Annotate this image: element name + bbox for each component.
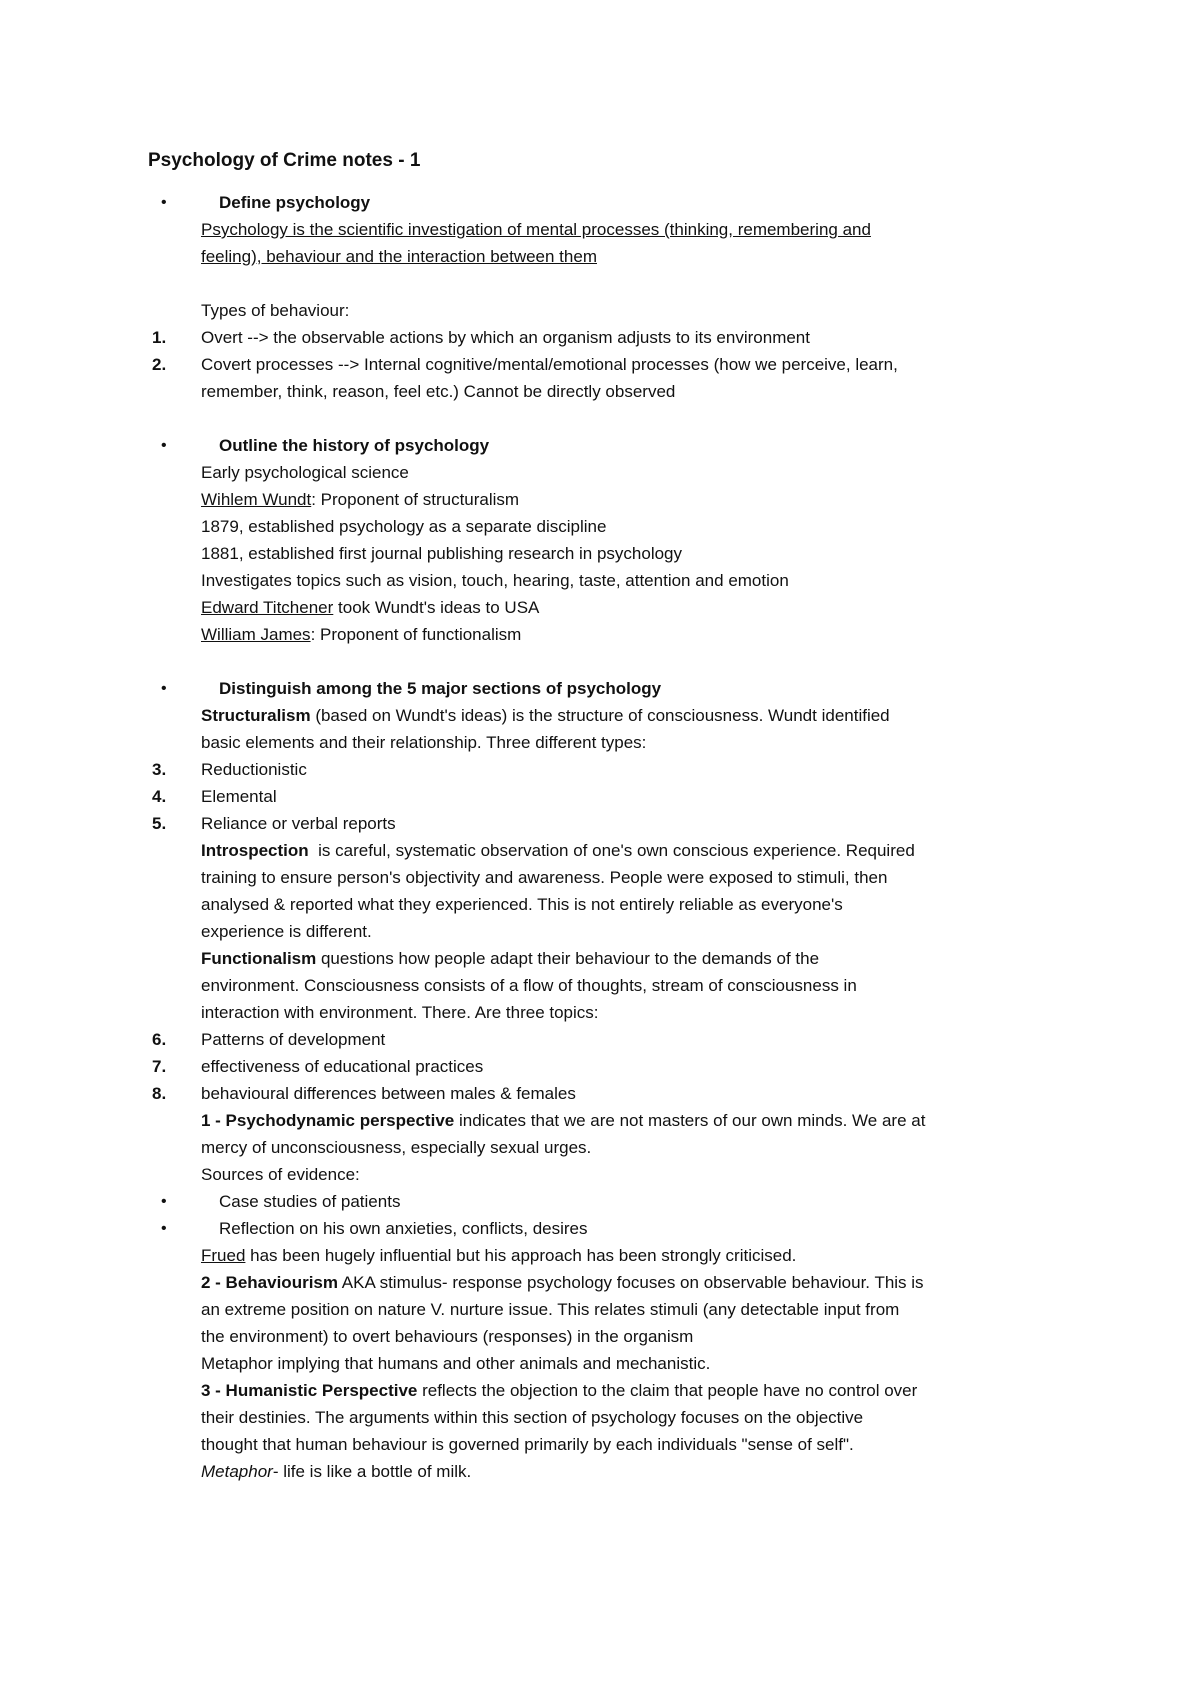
text-line: basic elements and their relationship. Three different types: <box>201 733 647 752</box>
bullet-icon: • <box>161 680 167 697</box>
text-line: Investigates topics such as vision, touch, hearing, taste, attention and emotion <box>201 571 789 590</box>
bullet-icon: • <box>161 194 167 211</box>
item-number: 3. <box>152 760 167 779</box>
name-text: Frued <box>201 1246 246 1265</box>
section-heading-sections <box>148 675 1068 702</box>
name-text: William James <box>201 625 311 644</box>
text-line <box>148 621 1068 648</box>
numbered-item <box>148 756 1068 783</box>
bullet-item <box>148 1188 1068 1215</box>
item-number: 6. <box>152 1030 167 1049</box>
text-line <box>148 486 1068 513</box>
definition-text: Psychology is the scientific investigation of mental processes (thinking, remembering and <box>201 220 871 239</box>
text-line <box>148 945 1068 972</box>
text-line <box>148 837 1068 864</box>
document-body <box>148 147 1068 1485</box>
item-number: 5. <box>152 814 167 833</box>
text-line: Early psychological science <box>201 463 409 482</box>
term-text: 3 - Humanistic Perspective <box>201 1381 418 1400</box>
heading-text: Define psychology <box>219 193 371 212</box>
term-text: 2 - Behaviourism <box>201 1273 338 1292</box>
term-text: Structuralism <box>201 706 311 725</box>
text-line: interaction with environment. There. Are three topics: <box>201 1003 599 1022</box>
text-span: indicates that we are not masters of our own minds. We are at <box>454 1111 926 1130</box>
item-text: Reflection on his own anxieties, conflicts, desires <box>219 1219 588 1238</box>
item-number: 8. <box>152 1084 167 1103</box>
text-line <box>148 1458 1068 1485</box>
text-line <box>148 702 1068 729</box>
text-line: analysed & reported what they experienced. This is not entirely reliable as everyone's <box>201 895 843 914</box>
item-text: effectiveness of educational practices <box>201 1057 484 1076</box>
bullet-icon: • <box>161 437 167 454</box>
item-number: 1. <box>152 328 167 347</box>
text-span: : Proponent of functionalism <box>310 625 522 644</box>
text-span: is careful, systematic observation of one's own conscious experience. Required <box>308 841 915 860</box>
text-span: took Wundt's ideas to USA <box>333 598 540 617</box>
term-text: Introspection <box>201 841 309 860</box>
text-line: mercy of unconsciousness, especially sexual urges. <box>201 1138 592 1157</box>
text-line: remember, think, reason, feel etc.) Cannot be directly observed <box>201 382 676 401</box>
item-text: Reliance or verbal reports <box>201 814 396 833</box>
numbered-item <box>148 1080 1068 1107</box>
name-text: Wihlem Wundt <box>201 490 312 509</box>
text-span: : Proponent of structuralism <box>311 490 520 509</box>
text-line: Types of behaviour: <box>201 301 350 320</box>
italic-text: Metaphor <box>201 1462 273 1481</box>
text-line: Metaphor implying that humans and other animals and mechanistic. <box>201 1354 711 1373</box>
text-line <box>148 1107 1068 1134</box>
text-line <box>148 1269 1068 1296</box>
text-line: environment. Consciousness consists of a flow of thoughts, stream of consciousness in <box>201 976 857 995</box>
text-span: questions how people adapt their behaviour to the demands of the <box>316 949 820 968</box>
text-line <box>148 1242 1068 1269</box>
text-line: experience is different. <box>201 922 372 941</box>
text-line <box>148 216 1068 243</box>
section-heading-history <box>148 432 1068 459</box>
text-line: an extreme position on nature V. nurture issue. This relates stimuli (any detectable input from <box>201 1300 900 1319</box>
bullet-icon: • <box>161 1220 167 1237</box>
text-line: thought that human behaviour is governed primarily by each individuals "sense of self". <box>201 1435 854 1454</box>
text-line <box>148 243 1068 270</box>
bullet-item <box>148 1215 1068 1242</box>
numbered-item <box>148 810 1068 837</box>
numbered-item <box>148 783 1068 810</box>
item-text: Patterns of development <box>201 1030 386 1049</box>
bullet-icon: • <box>161 1193 167 1210</box>
text-line <box>148 594 1068 621</box>
numbered-item <box>148 351 1068 378</box>
item-number: 4. <box>152 787 167 806</box>
item-text: Case studies of patients <box>219 1192 401 1211</box>
text-span: reflects the objection to the claim that people have no control over <box>417 1381 918 1400</box>
term-text: 1 - Psychodynamic perspective <box>201 1111 455 1130</box>
name-text: Edward Titchener <box>201 598 334 617</box>
item-text: Overt --> the observable actions by which an organism adjusts to its environment <box>201 328 810 347</box>
text-line: Sources of evidence: <box>201 1165 360 1184</box>
item-number: 2. <box>152 355 167 374</box>
heading-text: Outline the history of psychology <box>219 436 490 455</box>
term-text: Functionalism <box>201 949 317 968</box>
page-title: Psychology of Crime notes - 1 <box>148 150 421 171</box>
text-line <box>148 1377 1068 1404</box>
text-span: has been hugely influential but his approach has been strongly criticised. <box>245 1246 797 1265</box>
heading-text: Distinguish among the 5 major sections of psychology <box>219 679 662 698</box>
text-line: the environment) to overt behaviours (responses) in the organism <box>201 1327 694 1346</box>
item-text: Elemental <box>201 787 277 806</box>
text-span: AKA stimulus- response psychology focuses on observable behaviour. This is <box>338 1273 924 1292</box>
numbered-item <box>148 1053 1068 1080</box>
item-text: Covert processes --> Internal cognitive/mental/emotional processes (how we perceive, learn, <box>201 355 898 374</box>
section-heading-define <box>148 189 1068 216</box>
text-span: - life is like a bottle of milk. <box>272 1462 472 1481</box>
numbered-item <box>148 1026 1068 1053</box>
item-text: Reductionistic <box>201 760 307 779</box>
text-line: 1879, established psychology as a separate discipline <box>201 517 607 536</box>
text-line: 1881, established first journal publishing research in psychology <box>201 544 683 563</box>
text-line: their destinies. The arguments within this section of psychology focuses on the objective <box>201 1408 864 1427</box>
numbered-item <box>148 324 1068 351</box>
definition-text: feeling), behaviour and the interaction between them <box>201 247 597 266</box>
item-text: behavioural differences between males & females <box>201 1084 576 1103</box>
text-line: training to ensure person's objectivity and awareness. People were exposed to stimuli, then <box>201 868 888 887</box>
text-span: (based on Wundt's ideas) is the structure of consciousness. Wundt identified <box>310 706 890 725</box>
item-number: 7. <box>152 1057 167 1076</box>
